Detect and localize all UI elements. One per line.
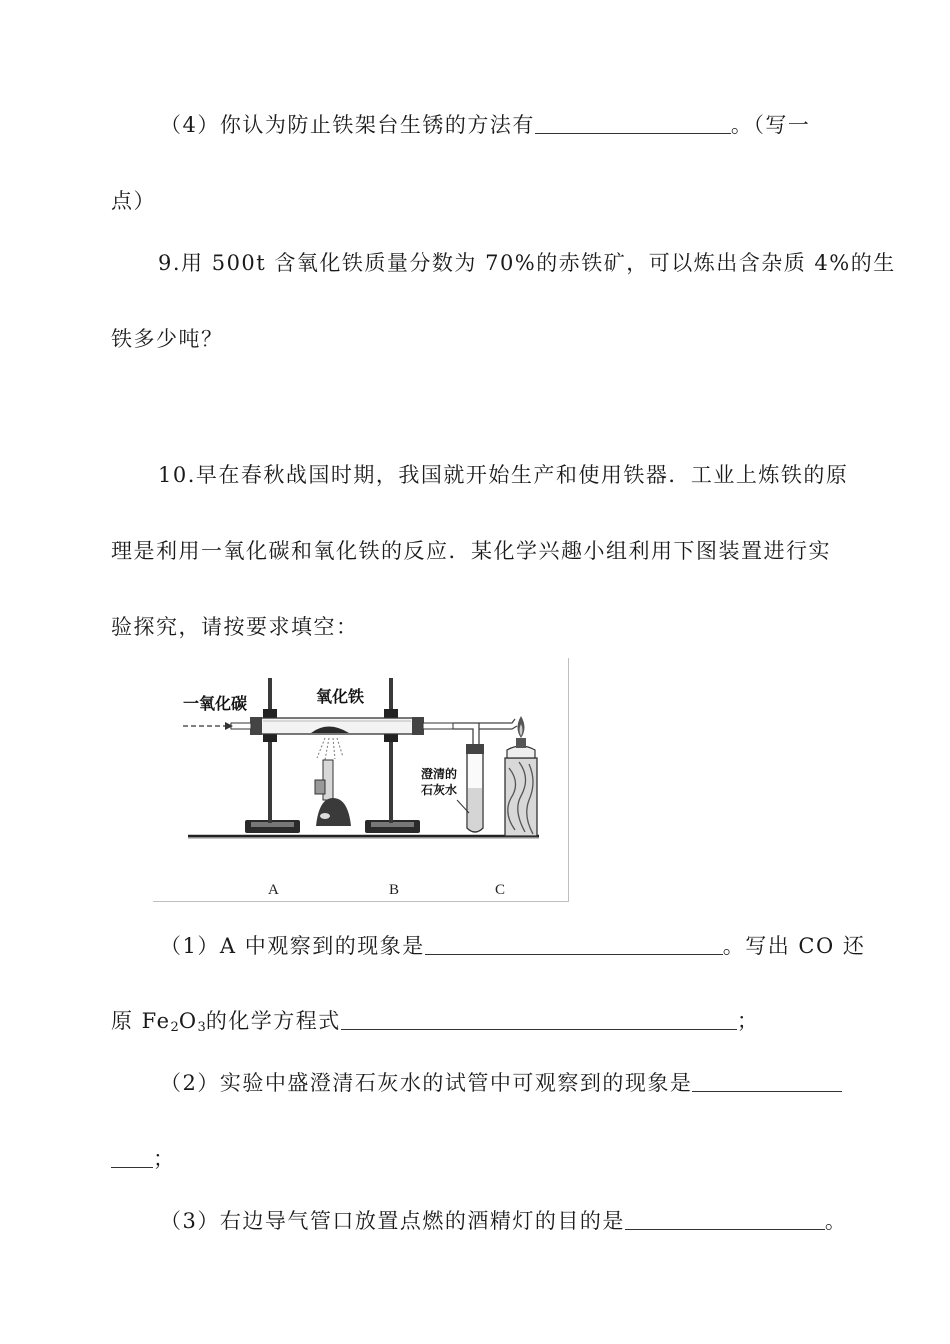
- sub1-subscript-3: 3: [197, 1020, 206, 1035]
- sub2-line2: [111, 1144, 176, 1174]
- q10-line1: 10.早在春秋战国时期，我国就开始生产和使用铁器．工业上炼铁的原: [158, 463, 849, 487]
- apparatus-figure: [153, 658, 569, 902]
- stand-a-rod: [268, 678, 272, 823]
- sub1-text-c1: 原 Fe: [111, 1009, 171, 1033]
- label-c: C: [495, 882, 506, 898]
- burner-base: [316, 798, 351, 826]
- sub1-text-d: ；: [736, 1009, 760, 1033]
- sub2-answer-blank-cont[interactable]: [111, 1145, 153, 1168]
- label-carbon-monoxide: 一氧化碳: [183, 694, 248, 713]
- sub2-line1: [160, 1068, 842, 1098]
- sub3-answer-blank[interactable]: [625, 1207, 825, 1230]
- q9-line1: 9.用 500t 含氧化铁质量分数为 70%的赤铁矿，可以炼出含杂质 4%的生: [158, 251, 896, 275]
- q8-4-line1: [160, 110, 810, 140]
- sub2-text-b: ；: [153, 1147, 176, 1171]
- sub3-line1: [160, 1206, 847, 1236]
- sub1-text-b: 。写出 CO 还: [722, 934, 866, 958]
- stopper-left: [250, 717, 262, 735]
- test-tube-stopper: [466, 744, 484, 754]
- q8-4-text-b: 。（写一: [730, 113, 811, 137]
- label-limewater-2: 石灰水: [421, 783, 458, 797]
- sub3-text-b: 。: [824, 1209, 848, 1233]
- label-a: A: [268, 882, 279, 898]
- apparatus-diagram: [153, 658, 568, 901]
- label-iron-oxide: 氧化铁: [316, 687, 365, 706]
- stand-b-rod: [389, 678, 393, 823]
- q10-line2: 理是利用一氧化碳和氧化铁的反应．某化学兴趣小组利用下图装置进行实: [111, 539, 831, 563]
- sub1-text-c2: O: [178, 1009, 198, 1033]
- label-limewater-1: 澄清的: [421, 767, 458, 781]
- sub1-text-c3: 的化学方程式: [205, 1009, 341, 1033]
- sub1-text-a: （1）A 中观察到的现象是: [160, 934, 425, 958]
- sub1-subscript-2: 2: [170, 1020, 179, 1035]
- stopper-right: [412, 717, 424, 735]
- sub1-equation-blank[interactable]: [341, 1007, 737, 1030]
- q8-4-text-a: （4）你认为防止铁架台生锈的方法有: [160, 113, 535, 137]
- q8-4-line2: 点）: [111, 189, 156, 213]
- q8-4-answer-blank[interactable]: [535, 111, 731, 134]
- sub2-answer-blank[interactable]: [692, 1069, 842, 1092]
- label-b: B: [389, 882, 400, 898]
- sub1-line2: [111, 1006, 759, 1043]
- sub1-line1: [160, 931, 865, 961]
- sub3-text-a: （3）右边导气管口放置点燃的酒精灯的目的是: [160, 1209, 625, 1233]
- sub1-phenomenon-blank[interactable]: [425, 932, 723, 955]
- sub2-text-a: （2）实验中盛澄清石灰水的试管中可观察到的现象是: [160, 1071, 693, 1095]
- q10-line3: 验探究，请按要求填空：: [111, 615, 359, 639]
- q9-line2: 铁多少吨？: [111, 327, 224, 351]
